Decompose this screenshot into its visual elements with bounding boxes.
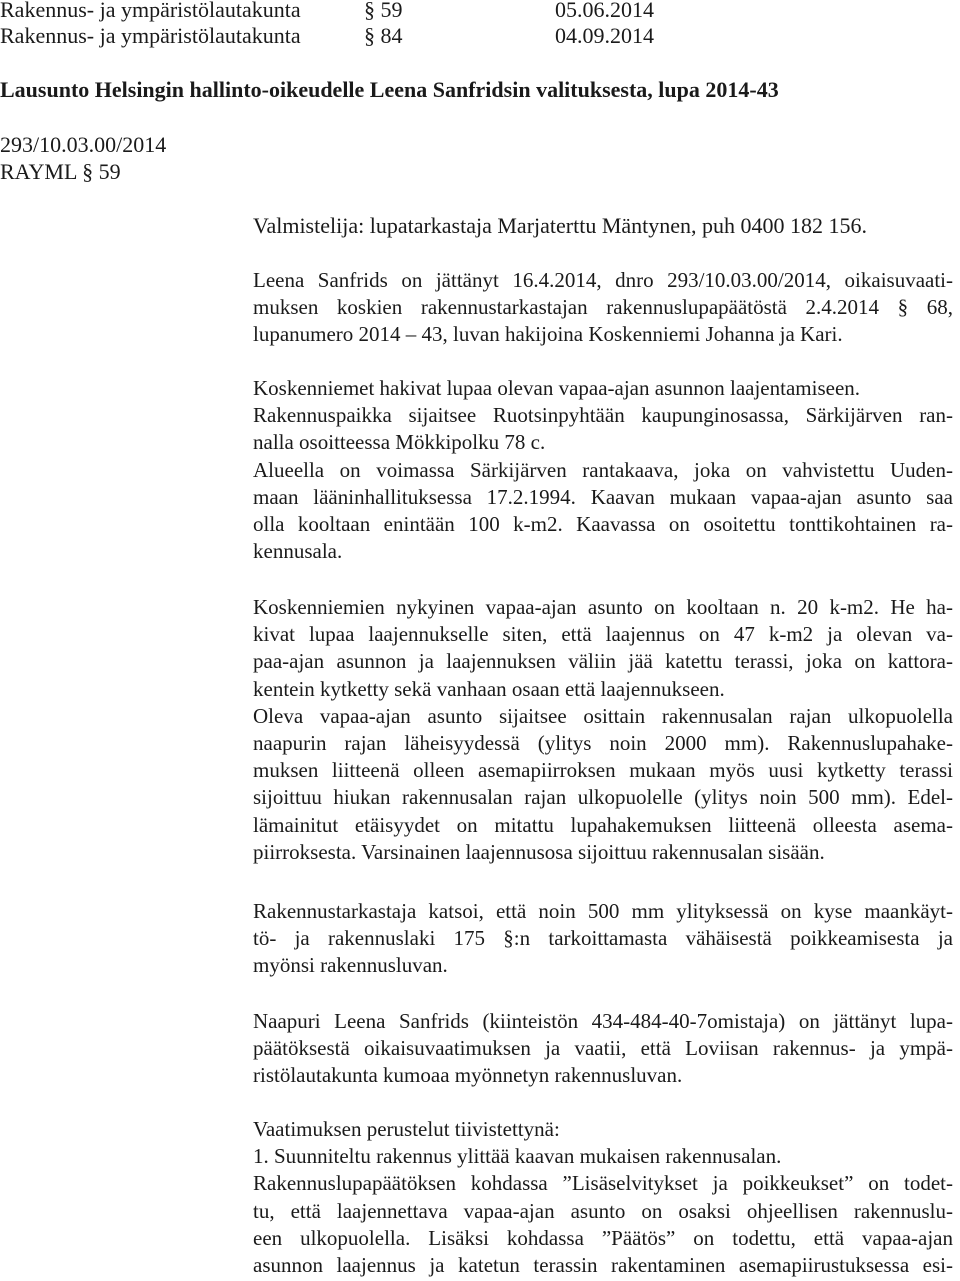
preparer-line: Valmistelija: lupatarkastaja Marjaterttu Mäntynen, puh 0400 182 156. xyxy=(253,213,868,238)
meeting-date: 04.09.2014 xyxy=(555,23,654,48)
text-line: lämainitut etäisyydet on mitattu lupahakemuksen liitteenä olleesta asema- xyxy=(253,812,953,837)
document-title: Lausunto Helsingin hallinto-oikeudelle Leena Sanfridsin valituksesta, lupa 2014-43 xyxy=(0,77,779,102)
text-line: paa-ajan asunnon ja laajennuksen väliin jää katettu terassi, joka on kattora- xyxy=(253,649,953,674)
text-line: Rakennuspaikka sijaitsee Ruotsinpyhtään kaupunginosassa, Särkijärven ran- xyxy=(253,403,953,428)
text-line: een ulkopuolella. Lisäksi kohdassa ”Päätös” on todettu, että vapaa-ajan xyxy=(253,1225,953,1250)
text-line: tu, että laajennettava vapaa-ajan asunto on osaksi ohjeellisen rakennuslu- xyxy=(253,1198,953,1223)
text-line: päätöksestä oikaisuvaatimuksen ja vaatii, että Loviisan rakennus- ja ympä- xyxy=(253,1036,953,1061)
text-line: 1. Suunniteltu rakennus ylittää kaavan mukaisen rakennusalan. xyxy=(253,1144,782,1169)
text-line: asunnon laajennus ja katetun terassin rakentaminen asemapiirustuksessa esi- xyxy=(253,1253,953,1278)
text-line: Vaatimuksen perustelut tiivistettynä: xyxy=(253,1117,560,1141)
section-number: § 84 xyxy=(364,23,403,48)
text-line: Leena Sanfrids on jättänyt 16.4.2014, dnro 293/10.03.00/2014, oikaisuvaati- xyxy=(253,268,953,292)
record-number: 293/10.03.00/2014 xyxy=(0,132,167,157)
section-number: § 59 xyxy=(364,0,403,22)
text-line: muksen liitteenä olleen asemapiirroksen mukaan myös uusi kytketty terassi xyxy=(253,758,953,783)
committee-name: Rakennus- ja ympäristölautakunta xyxy=(0,0,301,22)
text-line: naapurin rajan läheisyydessä (ylitys noin 2000 mm). Rakennuslupahake- xyxy=(253,731,953,756)
text-line: lupanumero 2014 – 43, luvan hakijoina Koskenniemi Johanna ja Kari. xyxy=(253,322,843,347)
text-line: ristölautakunta kumoaa myönnetyn rakennusluvan. xyxy=(253,1063,683,1088)
text-line: tö- ja rakennuslaki 175 §:n tarkoittamasta vähäisestä poikkeamisesta ja xyxy=(253,926,953,951)
meeting-date: 05.06.2014 xyxy=(555,0,654,22)
text-line: olla kooltaan enintään 100 k-m2. Kaavassa on osoitettu tonttikohtainen ra- xyxy=(253,512,953,537)
committee-name: Rakennus- ja ympäristölautakunta xyxy=(0,23,301,48)
paragraph-3 xyxy=(253,594,953,866)
text-line: kennusala. xyxy=(253,539,343,564)
text-line: piirroksesta. Varsinainen laajennusosa sijoittuu rakennusalan sisään. xyxy=(253,839,825,864)
paragraph-6 xyxy=(253,1116,953,1279)
text-line: myönsi rakennusluvan. xyxy=(253,953,448,978)
text-line: Koskenniemien nykyinen vapaa-ajan asunto on kooltaan n. 20 k-m2. He ha- xyxy=(253,595,953,619)
paragraph-1 xyxy=(253,267,953,349)
paragraph-2 xyxy=(253,375,953,565)
text-line: kentein kytketty sekä vanhaan osaan että laajennukseen. xyxy=(253,676,725,701)
paragraph-4 xyxy=(253,898,953,980)
text-line: Naapuri Leena Sanfrids (kiinteistön 434-484-40-7omistaja) on jättänyt lupa- xyxy=(253,1009,953,1033)
text-line: muksen koskien rakennustarkastajan rakennuslupapäätöstä 2.4.2014 § 68, xyxy=(253,295,953,320)
text-line: Oleva vapaa-ajan asunto sijaitsee osittain rakennusalan rajan ulkopuolella xyxy=(253,703,953,728)
text-line: Rakennustarkastaja katsoi, että noin 500 mm ylityksessä on kyse maankäyt- xyxy=(253,899,953,923)
text-line: Koskenniemet hakivat lupaa olevan vapaa-ajan asunnon laajentamiseen. xyxy=(253,376,861,400)
text-line: sijoittuu hiukan rakennusalan rajan ulkopuolelle (ylitys noin 500 mm). Edel- xyxy=(253,785,953,810)
text-line: nalla osoitteessa Mökkipolku 78 c. xyxy=(253,430,546,455)
text-line: kivat lupaa laajennukselle siten, että laajennus on 47 k-m2 ja olevan va- xyxy=(253,622,953,647)
text-line: Alueella on voimassa Särkijärven rantakaava, joka on vahvistettu Uuden- xyxy=(253,457,953,482)
text-line: Rakennuslupapäätöksen kohdassa ”Lisäselvitykset ja poikkeukset” on todet- xyxy=(253,1171,953,1196)
text-line: maan lääninhallituksessa 17.2.1994. Kaavan mukaan vapaa-ajan asunto saa xyxy=(253,484,953,509)
section-reference: RAYML § 59 xyxy=(0,159,121,184)
paragraph-5 xyxy=(253,1008,953,1090)
